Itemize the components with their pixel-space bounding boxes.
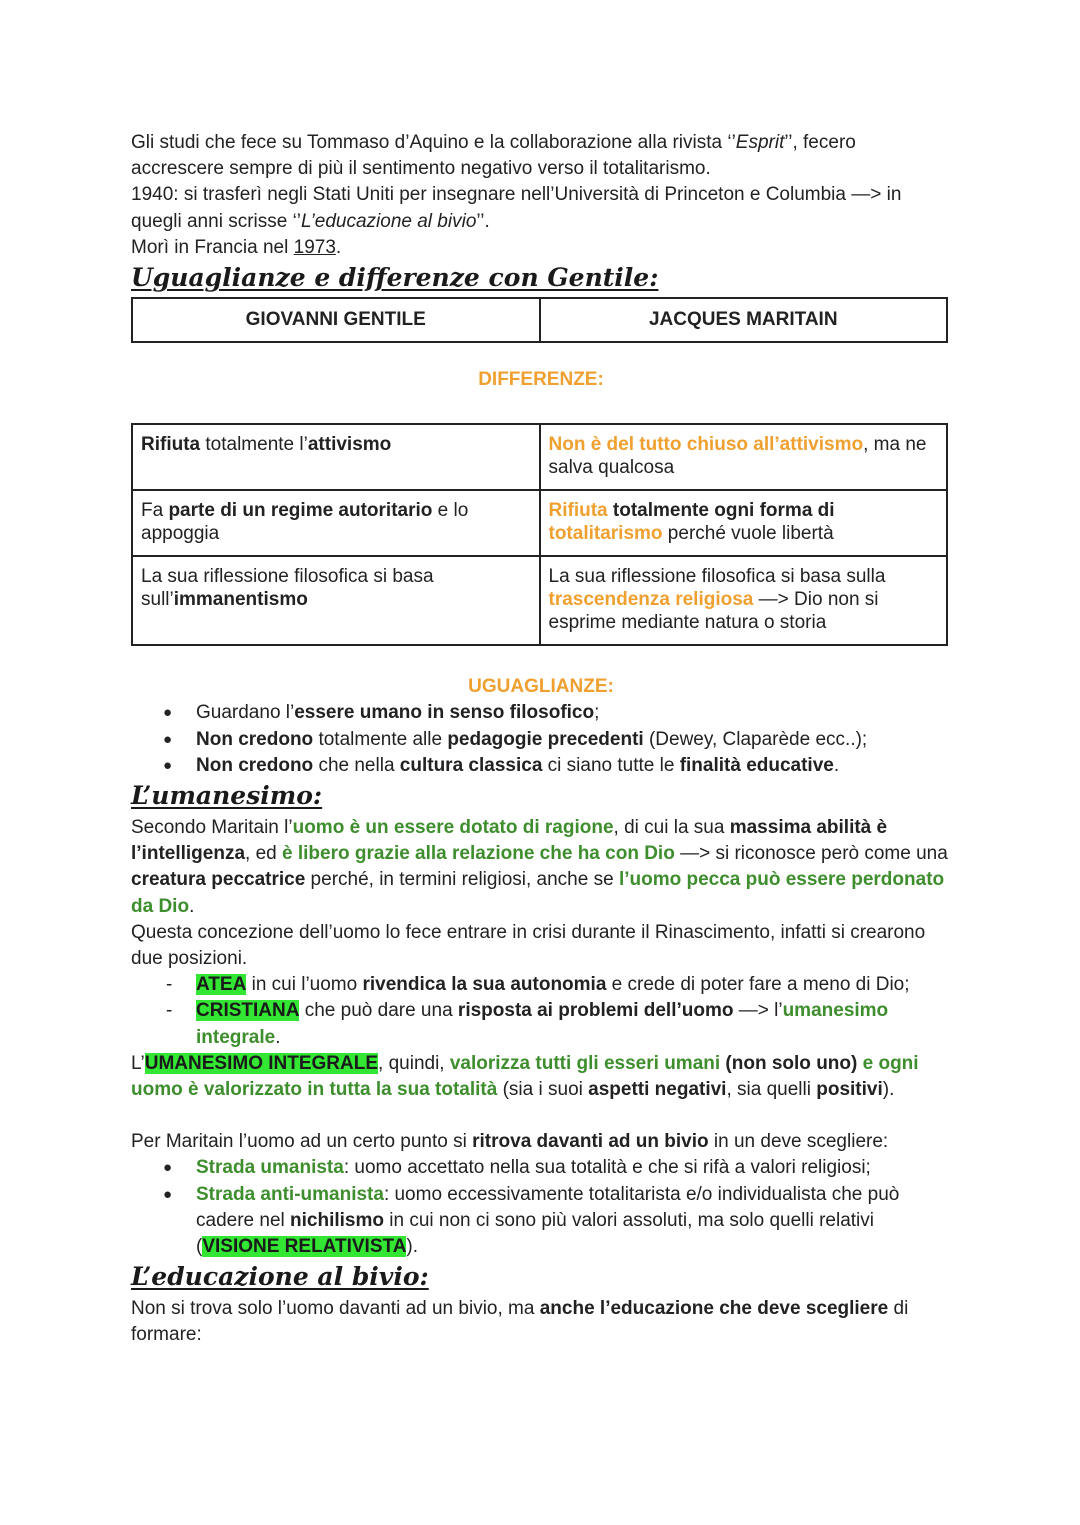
differences-label: DIFFERENZE:: [478, 369, 604, 391]
humanism-paragraph-2: Questa concezione dell’uomo lo fece entrare in crisi durante il Rinascimento, infatti si crearono due posizioni.: [131, 921, 926, 970]
education-paragraph-1: Non si trova solo l’uomo davanti ad un bivio, ma anche l’educazione che deve scegliere di formare:: [131, 1298, 909, 1346]
book-title: L’educazione al bivio: [301, 210, 477, 232]
column-header-gentile: GIOVANNI GENTILE: [132, 298, 540, 342]
gentile-cell: Fa parte di un regime autoritario e lo appoggia: [132, 490, 540, 556]
intro-paragraph-1: [131, 130, 951, 182]
intro-text: .: [335, 236, 342, 258]
journal-title: Esprit: [735, 132, 785, 153]
death-year: 1973: [293, 236, 336, 258]
section-heading-comparison: Uguaglianze e differenze con Gentile:: [131, 263, 659, 293]
maritain-cell: Rifiuta totalmente ogni forma di totalitarismo perché vuole libertà: [540, 490, 948, 556]
section-heading-education: L’educazione al bivio:: [131, 1262, 429, 1292]
section-heading-humanism: L’umanesimo:: [131, 781, 323, 811]
intro-text: 1940: si trasferì negli Stati Uniti per insegnare nell’Università di Princeton e Columbia —> in quegli anni scrisse ‘’: [131, 184, 902, 232]
humanism-paragraph-3: L’UMANESIMO INTEGRALE, quindi, valorizza tutti gli esseri umani (non solo uno) e ogni uomo è valorizzato in tutta la sua totalità (sia i suoi aspetti negativi, sia quelli positivi).: [131, 1052, 919, 1101]
list-item: ● Strada umanista: uomo accettato nella sua totalità e che si rifà a valori religiosi;: [131, 1155, 951, 1181]
table-row: [132, 556, 947, 645]
humanism-paragraph-1: Secondo Maritain l’uomo è un essere dotato di ragione, di cui la sua massima abilità è l’intelligenza, ed è libero grazie alla relazione che ha con Dio —> si riconosce però come una creatura peccatrice perché, in termini religiosi, anche se l’uomo pecca può essere perdonato da Dio.: [131, 817, 948, 917]
positions-list: [131, 972, 951, 1051]
list-item: ● Strada anti-umanista: uomo eccessivamente totalitarista e/o individualista che può cadere nel nichilismo in cui non ci sono più valori assoluti, ma solo quelli relativi (VISIONE RELATIVISTA).: [131, 1182, 951, 1261]
table-row: [132, 490, 947, 556]
gentile-cell: Rifiuta totalmente l’attivismo: [132, 424, 540, 490]
roads-list: [131, 1155, 951, 1260]
similarities-label: UGUAGLIANZE:: [468, 676, 614, 698]
list-item: ● Non credono totalmente alle pedagogie precedenti (Dewey, Claparède ecc..);: [131, 727, 951, 753]
intro-paragraph-3: [131, 235, 951, 261]
intro-paragraph-2: [131, 182, 951, 234]
humanism-paragraph-4: Per Maritain l’uomo ad un certo punto si ritrova davanti ad un bivio in un deve scegliere:: [131, 1131, 889, 1153]
gentile-cell: La sua riflessione filosofica si basa sull’immanentismo: [132, 556, 540, 645]
column-header-maritain: JACQUES MARITAIN: [540, 298, 948, 342]
maritain-cell: Non è del tutto chiuso all’attivismo, ma ne salva qualcosa: [540, 424, 948, 490]
intro-text: ’’, fecero accrescere sempre di più il sentimento negativo verso il totalitarismo.: [131, 132, 856, 180]
intro-text: ’’.: [476, 210, 490, 232]
intro-text: Morì in Francia nel: [131, 236, 294, 258]
table-row: [132, 424, 947, 490]
list-item: ● Guardano l’essere umano in senso filosofico;: [131, 700, 951, 726]
differences-table: [131, 423, 948, 646]
similarities-list: [131, 700, 951, 779]
comparison-header-table: [131, 297, 948, 343]
maritain-cell: La sua riflessione filosofica si basa sulla trascendenza religiosa —> Dio non si esprime mediante natura o storia: [540, 556, 948, 645]
intro-text: Gli studi che fece su Tommaso d’Aquino e la collaborazione alla rivista ‘’: [131, 132, 736, 153]
list-item: - CRISTIANA che può dare una risposta ai problemi dell’uomo —> l’umanesimo integrale.: [131, 998, 951, 1050]
list-item: - ATEA in cui l’uomo rivendica la sua autonomia e crede di poter fare a meno di Dio;: [131, 972, 951, 998]
list-item: ● Non credono che nella cultura classica ci siano tutte le finalità educative.: [131, 753, 951, 779]
